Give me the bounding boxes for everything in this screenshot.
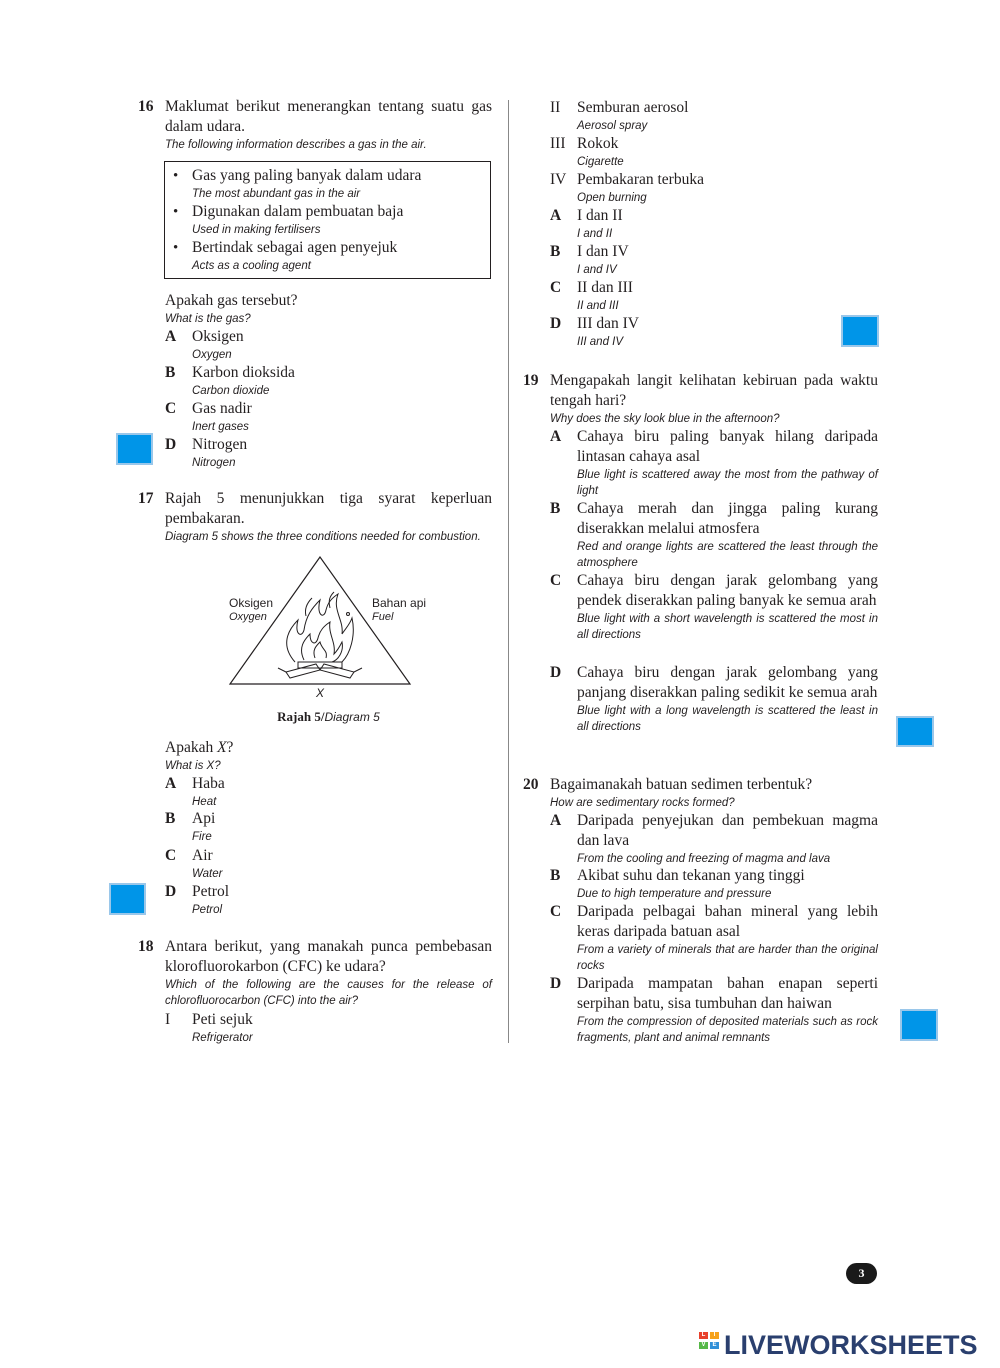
diagram-label-fuel [372, 596, 426, 624]
option-ms: Nitrogen [192, 436, 248, 453]
brand-name: LIVEWORKSHEETS [724, 1329, 978, 1360]
option-letter: A [165, 328, 177, 345]
option-ms: Api [192, 810, 216, 827]
option-en: Water [192, 868, 223, 880]
q16-ask-en: What is the gas? [165, 313, 251, 325]
q17-ask-q: ? [226, 739, 234, 756]
option-letter: B [165, 364, 176, 381]
option-letter: C [165, 400, 177, 417]
option-ms: Oksigen [192, 328, 244, 345]
question-16-stem [165, 97, 492, 153]
q19-stem-en: Why does the sky look blue in the afternoon? [550, 413, 780, 425]
logo-letter: I [710, 1332, 719, 1339]
liveworksheets-brand [699, 1330, 978, 1360]
question-number-20: 20 [523, 776, 539, 793]
roman-numeral: IV [550, 171, 567, 188]
q16-option-c [165, 399, 492, 435]
question-number-19: 19 [523, 372, 539, 389]
q16-bullet-en: Acts as a cooling agent [192, 260, 311, 272]
q16-bullet-ms: Bertindak sebagai agen penyejuk [192, 239, 398, 256]
q16-info-box [164, 161, 491, 279]
q16-option-d [165, 435, 492, 471]
q19-stem-ms: Mengapakah langit kelihatan kebiruan pada waktu tengah hari? [550, 372, 878, 409]
q16-stem-ms: Maklumat berikut menerangkan tentang suatu gas dalam udara. [165, 98, 492, 135]
option-letter: D [165, 883, 177, 900]
q18-item-iv [550, 170, 877, 206]
option-en: Blue light with a long wavelength is scattered the least in all directions [577, 705, 878, 733]
q17-answer-box[interactable] [109, 883, 146, 915]
option-letter: B [550, 243, 561, 260]
roman-numeral: III [550, 135, 566, 152]
q17-option-b [165, 809, 492, 845]
q17-stem-ms: Rajah 5 menunjukkan tiga syarat keperluan pembakaran. [165, 490, 492, 527]
fire-triangle-icon [220, 550, 440, 705]
q20-option-b [550, 866, 878, 902]
q16-answer-box[interactable] [116, 433, 153, 465]
item-en: Cigarette [577, 156, 624, 168]
q16-ask-ms: Apakah gas tersebut? [165, 292, 298, 309]
diagram-label-x: X [316, 686, 325, 700]
q18-item-i [165, 1010, 492, 1046]
option-ms: Daripada mampatan bahan enapan seperti serpihan batu, sisa tumbuhan dan haiwan [577, 975, 878, 1012]
q17-option-c [165, 846, 492, 882]
q19-answer-box[interactable] [896, 716, 934, 747]
diagram-caption [165, 708, 492, 726]
option-ms: Daripada penyejukan dan pembekuan magma dan lava [577, 812, 878, 849]
option-en: Blue light with a short wavelength is scattered the most in all directions [577, 613, 878, 641]
q18-option-c [550, 278, 877, 314]
q17-ask-en: What is X? [165, 760, 221, 772]
bullet-icon: • [173, 168, 179, 184]
option-en: I and IV [577, 264, 617, 276]
q16-option-b [165, 363, 492, 399]
option-en: Carbon dioxide [192, 385, 270, 397]
option-en: II and III [577, 300, 619, 312]
q16-option-a [165, 327, 492, 363]
diagram-label-fuel-ms: Bahan api [372, 596, 427, 610]
option-ms: Air [192, 847, 213, 864]
question-17-stem [165, 489, 492, 545]
q19-option-c [550, 571, 878, 663]
option-en: I and II [577, 228, 613, 240]
roman-numeral: I [165, 1011, 171, 1028]
question-20-stem [550, 775, 878, 811]
bullet-icon: • [173, 204, 179, 220]
q18-item-ii [550, 98, 877, 134]
q16-bullet-en: The most abundant gas in the air [192, 188, 361, 200]
option-ms: I dan IV [577, 243, 629, 260]
option-en: III and IV [577, 336, 624, 348]
option-ms: Daripada pelbagai bahan mineral yang lebih keras daripada batuan asal [577, 903, 878, 940]
option-letter: C [550, 572, 562, 589]
logo-letter: L [699, 1332, 708, 1339]
option-letter: A [165, 775, 177, 792]
page-number: 3 [846, 1263, 877, 1284]
q20-option-c [550, 902, 878, 974]
q20-stem-ms: Bagaimanakah batuan sedimen terbentuk? [550, 776, 813, 793]
option-letter: B [550, 867, 561, 884]
diagram-label-oxygen-ms: Oksigen [229, 596, 274, 610]
option-ms: II dan III [577, 279, 633, 296]
item-en: Aerosol spray [577, 120, 648, 132]
option-en: Petrol [192, 904, 223, 916]
option-en: Heat [192, 796, 217, 808]
q17-ask [165, 738, 492, 774]
diagram-label-oxygen-en: Oxygen [229, 611, 267, 623]
question-18-stem [165, 937, 492, 1009]
option-en: Blue light is scattered away the most from the pathway of light [577, 469, 878, 497]
q16-bullet-ms: Gas yang paling banyak dalam udara [192, 167, 422, 184]
q18-item-iii [550, 134, 877, 170]
item-ms: Semburan aerosol [577, 99, 689, 116]
option-letter: D [550, 315, 562, 332]
liveworksheets-logo-icon [699, 1332, 721, 1359]
option-en: Inert gases [192, 421, 249, 433]
item-ms: Rokok [577, 135, 619, 152]
q18-option-d [550, 314, 877, 350]
option-ms: Gas nadir [192, 400, 252, 417]
q16-bullet-ms: Digunakan dalam pembuatan baja [192, 203, 404, 220]
option-ms: I dan II [577, 207, 623, 224]
diagram-caption-ms: Rajah 5/ [277, 709, 325, 724]
question-number-18: 18 [138, 938, 154, 955]
question-19-stem [550, 371, 878, 427]
q20-answer-box[interactable] [900, 1009, 938, 1041]
fire-triangle-diagram [220, 550, 440, 705]
option-en: From the compression of deposited materials such as rock fragments, plant and animal remnants [577, 1016, 878, 1044]
option-letter: A [550, 812, 562, 829]
option-ms: Petrol [192, 883, 230, 900]
option-ms: Karbon dioksida [192, 364, 295, 381]
q16-ask [165, 291, 492, 327]
question-number-17: 17 [138, 490, 154, 507]
logo-letter: V [699, 1342, 708, 1349]
q17-stem-en: Diagram 5 shows the three conditions needed for combustion. [165, 531, 481, 543]
option-letter: A [550, 428, 562, 445]
q18-option-a [550, 206, 877, 242]
option-ms: Cahaya biru dengan jarak gelombang yang pendek diserakkan paling banyak ke semua arah [577, 572, 878, 609]
option-en: Due to high temperature and pressure [577, 888, 772, 900]
q18-answer-box[interactable] [841, 315, 879, 347]
column-divider [508, 100, 509, 1043]
option-ms: Cahaya biru paling banyak hilang daripada lintasan cahaya asal [577, 428, 878, 465]
item-en: Refrigerator [192, 1032, 253, 1044]
option-en: Oxygen [192, 349, 232, 361]
item-ms: Pembakaran terbuka [577, 171, 704, 188]
item-ms: Peti sejuk [192, 1011, 253, 1028]
option-letter: B [550, 500, 561, 517]
q20-option-d [550, 974, 878, 1046]
q16-stem-en: The following information describes a gas in the air. [165, 139, 427, 151]
option-ms: Haba [192, 775, 225, 792]
option-ms: III dan IV [577, 315, 639, 332]
q17-ask-ms-line [165, 738, 492, 758]
option-ms: Cahaya merah dan jingga paling kurang diserakkan melalui atmosfera [577, 500, 878, 537]
roman-numeral: II [550, 99, 561, 116]
option-letter: B [165, 810, 176, 827]
option-letter: C [550, 279, 562, 296]
q19-option-b [550, 499, 878, 571]
q16-bullet-en: Used in making fertilisers [192, 224, 321, 236]
option-letter: D [550, 664, 562, 681]
bullet-icon: • [173, 240, 179, 256]
option-ms: Akibat suhu dan tekanan yang tinggi [577, 867, 805, 884]
option-letter: C [550, 903, 562, 920]
option-letter: C [165, 847, 177, 864]
option-letter: D [550, 975, 562, 992]
option-letter: D [165, 436, 177, 453]
option-en: Red and orange lights are scattered the least through the atmosphere [577, 541, 878, 569]
item-en: Open burning [577, 192, 647, 204]
option-en: Nitrogen [192, 457, 236, 469]
diagram-label-oxygen [229, 596, 273, 624]
diagram-caption-en: Diagram 5 [324, 710, 380, 724]
option-en: Fire [192, 831, 212, 843]
logo-letter: E [710, 1342, 719, 1349]
q17-option-d [165, 882, 492, 918]
q19-option-d [550, 663, 878, 755]
q17-option-a [165, 774, 492, 810]
question-number-16: 16 [138, 98, 154, 115]
option-en: From the cooling and freezing of magma and lava [577, 853, 831, 865]
option-letter: A [550, 207, 562, 224]
q19-option-a [550, 427, 878, 499]
q18-stem-en: Which of the following are the causes for the release of chlorofluorocarbon (CFC) into the air? [165, 979, 492, 1007]
q18-option-b [550, 242, 877, 278]
q20-stem-en: How are sedimentary rocks formed? [550, 797, 735, 809]
q20-option-a [550, 811, 878, 867]
q17-ask-ms: Apakah [165, 739, 214, 756]
option-ms: Cahaya biru dengan jarak gelombang yang panjang diserakkan paling sedikit ke semua arah [577, 664, 878, 701]
q18-stem-ms: Antara berikut, yang manakah punca pembebasan klorofluorokarbon (CFC) ke udara? [165, 938, 492, 975]
diagram-label-fuel-en: Fuel [372, 611, 394, 623]
q17-ask-var: X [217, 739, 227, 756]
option-en: From a variety of minerals that are harder than the original rocks [577, 944, 878, 972]
